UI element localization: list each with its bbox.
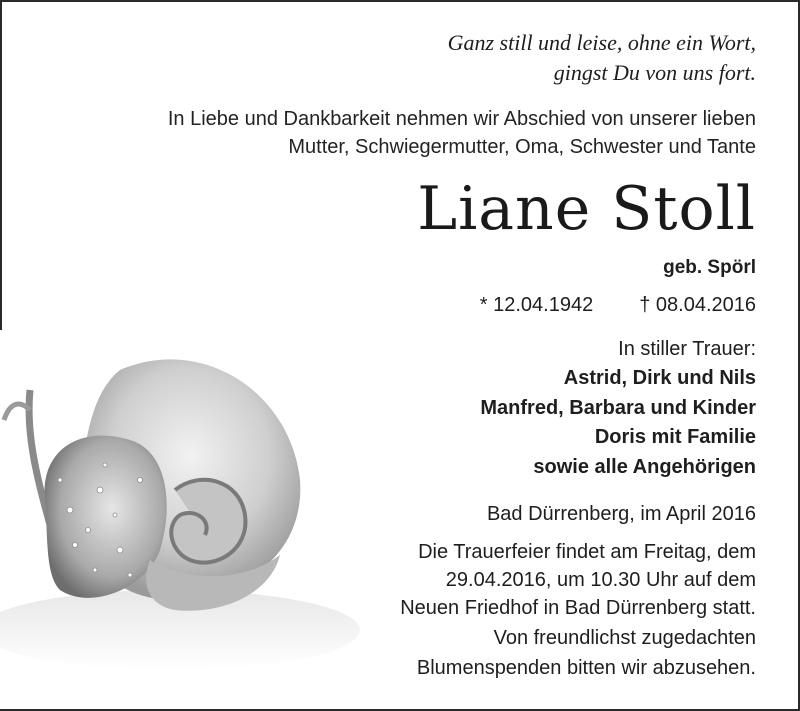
funeral-notice-line-5: Blumenspenden bitten wir abzusehen. [416,657,756,679]
funeral-notice-line-3: Neuen Friedhof in Bad Dürrenberg statt. [400,597,756,619]
mourner-line-2: Manfred, Barbara und Kinder [480,397,756,419]
verse-line-1: Ganz still und leise, ohne ein Wort, [447,30,756,55]
life-dates [480,292,756,318]
place-date: Bad Dürrenberg, im April 2016 [486,503,756,525]
intro-line-2: Mutter, Schwiegermutter, Oma, Schwester und Tante [288,136,756,158]
mourner-line-4: sowie alle Angehörigen [533,456,756,478]
mourner-line-3: Doris mit Familie [594,426,756,448]
mourner-line-1: Astrid, Dirk und Nils [563,367,756,389]
deceased-name: Liane Stoll [417,174,756,244]
funeral-notice-line-2: 29.04.2016, um 10.30 Uhr auf dem [445,569,756,591]
funeral-notice-line-4: Von freundlichst zugedachten [493,627,756,649]
mourning-intro: In stiller Trauer: [618,338,756,360]
death-date: † 08.04.2016 [639,294,756,316]
intro-line-1: In Liebe und Dankbarkeit nehmen wir Abschied von unserer lieben [167,108,756,130]
maiden-name: geb. Spörl [663,257,756,278]
verse-line-2: gingst Du von uns fort. [553,60,756,85]
birth-date: * 12.04.1942 [479,294,594,316]
funeral-notice-line-1: Die Trauerfeier findet am Freitag, dem [418,541,756,563]
rose-image [0,330,360,709]
